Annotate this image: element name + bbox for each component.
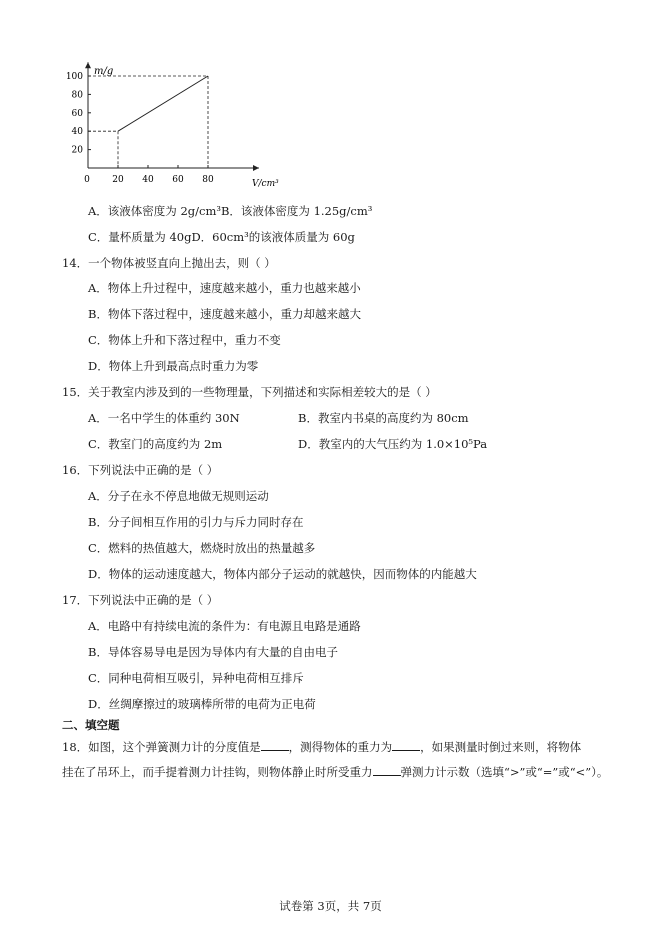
- y-tick-label: 40: [71, 127, 83, 138]
- q18-line-1: [62, 739, 581, 755]
- y-tick-label: 80: [71, 90, 83, 101]
- x-tick-label: 80: [202, 175, 214, 185]
- y-axis-label: m/g: [94, 66, 114, 77]
- y-tick-label: 60: [71, 108, 83, 119]
- q18-text-1b: ，测得物体的重力为: [288, 740, 393, 754]
- x-tick-label: 40: [142, 175, 154, 185]
- q17-stem: 17．下列说法中正确的是（ ）: [62, 593, 219, 607]
- q17-option-d: D．丝绸摩擦过的玻璃棒所带的电荷为正电荷: [88, 697, 316, 711]
- q15-option-c: C．教室门的高度约为 2m: [88, 437, 223, 451]
- q18-text-1c: ，如果测量时倒过来则，将物体: [420, 740, 582, 754]
- q16-option-b: B．分子间相互作用的引力与斥力同时存在: [88, 515, 304, 529]
- q14-option-b: B．物体下落过程中，速度越来越小，重力却越来越大: [88, 307, 361, 321]
- q16-stem: 16．下列说法中正确的是（ ）: [62, 463, 219, 477]
- q17-option-a: A．电路中有持续电流的条件为：有电源且电路是通路: [88, 619, 361, 633]
- mass-volume-graph: [60, 58, 300, 192]
- x-tick-label: 60: [172, 175, 184, 185]
- q17-option-c: C．同种电荷相互吸引，异种电荷相互排斥: [88, 671, 304, 685]
- q15-option-d: D．教室内的大气压约为 1.0×10⁵Pa: [298, 437, 488, 451]
- q18-line-2: [62, 764, 608, 780]
- x-tick-label: 20: [112, 175, 124, 185]
- q13-option-cd: C．量杯质量为 40gD．60cm³的该液体质量为 60g: [88, 230, 355, 244]
- q17-option-b: B．导体容易导电是因为导体内有大量的自由电子: [88, 645, 338, 659]
- y-tick-label: 100: [65, 72, 83, 82]
- page-footer: 试卷第 3页，共 7页: [279, 899, 382, 913]
- x-tick-label: 0: [84, 175, 90, 185]
- q18-text-1a: 18．如图，这个弹簧测力计的分度值是: [62, 740, 261, 754]
- q14-option-a: A．物体上升过程中，速度越来越小，重力也越来越小: [88, 281, 361, 295]
- answer-blank-3[interactable]: [373, 764, 401, 776]
- answer-blank-2[interactable]: [392, 739, 420, 751]
- q14-option-d: D．物体上升到最高点时重力为零: [88, 359, 259, 373]
- answer-blank-1[interactable]: [261, 739, 289, 751]
- q15-stem: 15．关于教室内涉及到的一些物理量，下列描述和实际相差较大的是（ ）: [62, 385, 437, 399]
- q16-option-a: A．分子在永不停息地做无规则运动: [88, 489, 269, 503]
- q18-text-2b: 弹测力计示数（选填“>”或“=”或“<”）。: [400, 765, 609, 779]
- y-axis-arrow: [85, 62, 91, 68]
- series-line: [118, 76, 208, 131]
- section-heading: 二、填空题: [62, 718, 120, 732]
- y-tick-label: 20: [71, 145, 83, 156]
- q16-option-c: C．燃料的热值越大，燃烧时放出的热量越多: [88, 541, 316, 555]
- q14-stem: 14．一个物体被竖直向上抛出去，则（ ）: [62, 256, 276, 270]
- q14-option-c: C．物体上升和下落过程中，重力不变: [88, 333, 281, 347]
- q15-option-b: B．教室内书桌的高度约为 80cm: [298, 411, 469, 425]
- q18-text-2a: 挂在了吊环上，而手提着测力计挂钩，则物体静止时所受重力: [62, 765, 373, 779]
- q15-option-a: A．一名中学生的体重约 30N: [88, 411, 240, 425]
- q13-option-ab: A．该液体密度为 2g/cm³B．该液体密度为 1.25g/cm³: [88, 204, 373, 218]
- x-axis-arrow: [253, 165, 259, 171]
- x-axis-label: V/cm³: [252, 179, 279, 189]
- q16-option-d: D．物体的运动速度越大，物体内部分子运动的就越快，因而物体的内能越大: [88, 567, 477, 581]
